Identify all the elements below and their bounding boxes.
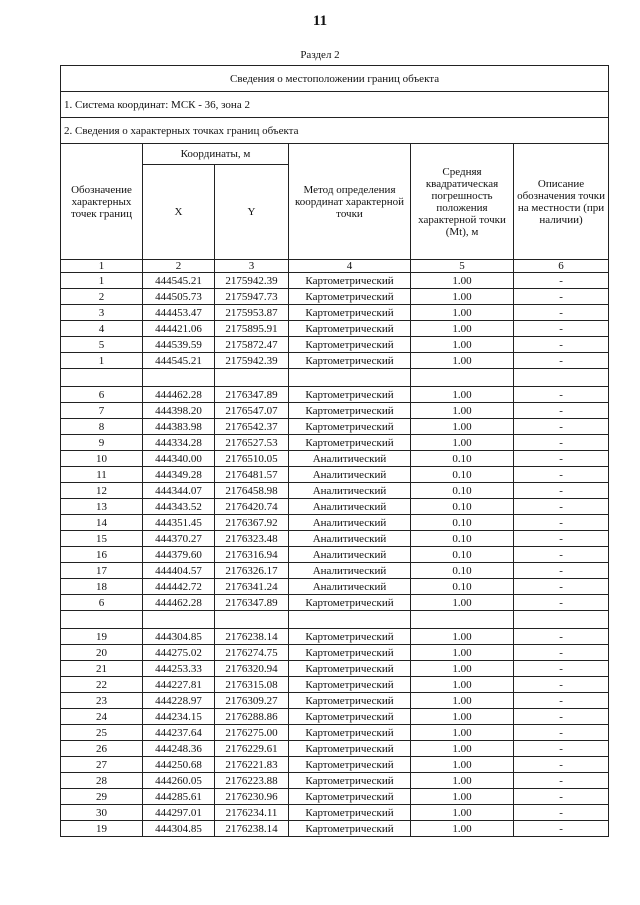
point-id: 3 [61,305,143,321]
description: - [514,515,609,531]
error-value: 1.00 [411,693,514,709]
description: - [514,629,609,645]
description: - [514,467,609,483]
coord-x: 444260.05 [143,773,215,789]
coord-y: 2176309.27 [215,693,289,709]
description: - [514,547,609,563]
point-id: 25 [61,725,143,741]
method: Картометрический [289,353,411,369]
error-value: 0.10 [411,579,514,595]
method: Картометрический [289,693,411,709]
column-number: 6 [514,260,609,273]
description: - [514,483,609,499]
coord-y: 2176347.89 [215,387,289,403]
table-row [61,353,609,369]
empty-cell [411,369,514,387]
method: Картометрический [289,773,411,789]
table-row [61,645,609,661]
empty-cell [215,611,289,629]
coord-x: 444275.02 [143,645,215,661]
table-row [61,531,609,547]
error-value: 1.00 [411,789,514,805]
header-y: Y [215,165,289,260]
header-point: Обозначение характерных точек границ [61,144,143,260]
header-method: Метод определения координат характерной точки [289,144,411,260]
coord-y: 2176238.14 [215,629,289,645]
error-value: 1.00 [411,289,514,305]
point-id: 2 [61,289,143,305]
coord-x: 444421.06 [143,321,215,337]
point-id: 19 [61,629,143,645]
error-value: 1.00 [411,773,514,789]
point-id: 21 [61,661,143,677]
error-value: 1.00 [411,337,514,353]
coord-x: 444228.97 [143,693,215,709]
table-row [61,435,609,451]
error-value: 1.00 [411,321,514,337]
method: Картометрический [289,741,411,757]
coord-x: 444398.20 [143,403,215,419]
boundary-table [60,65,609,837]
coord-y: 2176316.94 [215,547,289,563]
table-row [61,547,609,563]
error-value: 1.00 [411,353,514,369]
point-id: 1 [61,353,143,369]
point-id: 26 [61,741,143,757]
point-id: 16 [61,547,143,563]
point-id: 4 [61,321,143,337]
method: Картометрический [289,629,411,645]
table-row [61,579,609,595]
error-value: 1.00 [411,595,514,611]
coord-y: 2176221.83 [215,757,289,773]
coord-y: 2176458.98 [215,483,289,499]
error-value: 1.00 [411,435,514,451]
description: - [514,435,609,451]
table-row [61,321,609,337]
table-row [61,419,609,435]
description: - [514,419,609,435]
description: - [514,337,609,353]
table-row [61,289,609,305]
coord-x: 444297.01 [143,805,215,821]
table-row [61,789,609,805]
coord-x: 444349.28 [143,467,215,483]
coord-y: 2176275.00 [215,725,289,741]
table-row [61,305,609,321]
description: - [514,677,609,693]
header-coords: Координаты, м [143,144,289,165]
method: Картометрический [289,289,411,305]
coord-x: 444285.61 [143,789,215,805]
coord-x: 444248.36 [143,741,215,757]
coord-y: 2176315.08 [215,677,289,693]
method: Картометрический [289,387,411,403]
point-id: 27 [61,757,143,773]
description: - [514,595,609,611]
table-row [61,757,609,773]
table-row [61,629,609,645]
method: Аналитический [289,467,411,483]
coord-y: 2176229.61 [215,741,289,757]
method: Картометрический [289,757,411,773]
point-id: 1 [61,273,143,289]
header-x: X [143,165,215,260]
coord-x: 444253.33 [143,661,215,677]
point-id: 11 [61,467,143,483]
description: - [514,725,609,741]
method: Картометрический [289,337,411,353]
method: Картометрический [289,645,411,661]
empty-cell [143,611,215,629]
point-id: 18 [61,579,143,595]
coord-x: 444343.52 [143,499,215,515]
error-value: 1.00 [411,709,514,725]
point-id: 6 [61,387,143,403]
coord-x: 444545.21 [143,273,215,289]
coord-x: 444505.73 [143,289,215,305]
empty-cell [411,611,514,629]
empty-cell [61,369,143,387]
error-value: 0.10 [411,563,514,579]
error-value: 0.10 [411,467,514,483]
coord-x: 444344.07 [143,483,215,499]
coord-y: 2176234.11 [215,805,289,821]
description: - [514,773,609,789]
error-value: 1.00 [411,677,514,693]
coord-x: 444334.28 [143,435,215,451]
description: - [514,403,609,419]
description: - [514,451,609,467]
error-value: 1.00 [411,419,514,435]
description: - [514,387,609,403]
point-id: 10 [61,451,143,467]
description: - [514,645,609,661]
coord-x: 444304.85 [143,821,215,837]
table-row [61,725,609,741]
section-label: Раздел 2 [300,49,340,61]
separator-row [61,369,609,387]
point-id: 29 [61,789,143,805]
coord-x: 444304.85 [143,629,215,645]
error-value: 0.10 [411,547,514,563]
description: - [514,273,609,289]
error-value: 1.00 [411,629,514,645]
method: Аналитический [289,547,411,563]
table-row [61,563,609,579]
empty-cell [61,611,143,629]
coord-system: 1. Система координат: МСК - 36, зона 2 [61,92,609,118]
description: - [514,289,609,305]
header-desc: Описание обозначения точки на местности (при наличии) [514,144,609,260]
column-number: 3 [215,260,289,273]
method: Картометрический [289,435,411,451]
error-value: 0.10 [411,499,514,515]
column-number: 4 [289,260,411,273]
page-number: 11 [312,13,328,29]
point-id: 19 [61,821,143,837]
method: Аналитический [289,483,411,499]
coord-y: 2176547.07 [215,403,289,419]
description: - [514,305,609,321]
error-value: 1.00 [411,821,514,837]
point-id: 6 [61,595,143,611]
point-id: 15 [61,531,143,547]
method: Картометрический [289,709,411,725]
table-row [61,337,609,353]
empty-cell [514,611,609,629]
point-id: 24 [61,709,143,725]
coord-x: 444370.27 [143,531,215,547]
description: - [514,805,609,821]
method: Картометрический [289,273,411,289]
method: Картометрический [289,821,411,837]
method: Аналитический [289,515,411,531]
table-row [61,677,609,693]
coord-x: 444237.64 [143,725,215,741]
table-row [61,403,609,419]
description: - [514,741,609,757]
error-value: 0.10 [411,515,514,531]
point-id: 28 [61,773,143,789]
method: Аналитический [289,563,411,579]
column-number: 5 [411,260,514,273]
coord-y: 2175953.87 [215,305,289,321]
empty-cell [143,369,215,387]
point-id: 13 [61,499,143,515]
error-value: 1.00 [411,305,514,321]
coord-y: 2175942.39 [215,353,289,369]
coord-x: 444234.15 [143,709,215,725]
table-row [61,805,609,821]
coord-x: 444462.28 [143,387,215,403]
point-id: 23 [61,693,143,709]
error-value: 1.00 [411,757,514,773]
point-id: 5 [61,337,143,353]
column-number: 1 [61,260,143,273]
coord-y: 2176274.75 [215,645,289,661]
coord-x: 444539.59 [143,337,215,353]
error-value: 1.00 [411,741,514,757]
point-id: 20 [61,645,143,661]
coord-y: 2175947.73 [215,289,289,305]
coord-x: 444545.21 [143,353,215,369]
empty-cell [514,369,609,387]
coord-y: 2176326.17 [215,563,289,579]
coord-x: 444250.68 [143,757,215,773]
point-id: 30 [61,805,143,821]
table-row [61,773,609,789]
coord-x: 444442.72 [143,579,215,595]
table-row [61,467,609,483]
coord-x: 444404.57 [143,563,215,579]
description: - [514,821,609,837]
separator-row [61,611,609,629]
method: Картометрический [289,321,411,337]
error-value: 1.00 [411,273,514,289]
table-row [61,515,609,531]
coord-x: 444351.45 [143,515,215,531]
header-error: Средняя квадратическая погрешность положения характерной точки (Mt), м [411,144,514,260]
method: Картометрический [289,789,411,805]
description: - [514,709,609,725]
method: Картометрический [289,305,411,321]
coord-x: 444227.81 [143,677,215,693]
table-row [61,499,609,515]
table-row [61,273,609,289]
method: Картометрический [289,677,411,693]
point-id: 9 [61,435,143,451]
coord-y: 2176510.05 [215,451,289,467]
column-number: 2 [143,260,215,273]
method: Аналитический [289,531,411,547]
method: Картометрический [289,805,411,821]
table-row [61,709,609,725]
error-value: 1.00 [411,387,514,403]
point-id: 14 [61,515,143,531]
description: - [514,693,609,709]
table-row [61,387,609,403]
points-title: 2. Сведения о характерных точках границ объекта [61,118,609,144]
error-value: 1.00 [411,661,514,677]
description: - [514,353,609,369]
coord-y: 2176230.96 [215,789,289,805]
error-value: 0.10 [411,451,514,467]
method: Картометрический [289,595,411,611]
coord-y: 2176420.74 [215,499,289,515]
table-row [61,821,609,837]
description: - [514,499,609,515]
empty-cell [289,369,411,387]
error-value: 0.10 [411,483,514,499]
coord-y: 2176542.37 [215,419,289,435]
table-row [61,741,609,757]
table-row [61,595,609,611]
description: - [514,531,609,547]
coord-y: 2176323.48 [215,531,289,547]
coord-x: 444453.47 [143,305,215,321]
empty-cell [215,369,289,387]
empty-cell [289,611,411,629]
coord-y: 2175942.39 [215,273,289,289]
description: - [514,757,609,773]
method: Аналитический [289,499,411,515]
method: Картометрический [289,419,411,435]
description: - [514,661,609,677]
method: Аналитический [289,579,411,595]
coord-y: 2176481.57 [215,467,289,483]
error-value: 1.00 [411,725,514,741]
error-value: 1.00 [411,403,514,419]
coord-y: 2176288.86 [215,709,289,725]
table-row [61,693,609,709]
point-id: 17 [61,563,143,579]
coord-x: 444383.98 [143,419,215,435]
coord-x: 444379.60 [143,547,215,563]
table-row [61,451,609,467]
description: - [514,579,609,595]
error-value: 0.10 [411,531,514,547]
table-row [61,483,609,499]
error-value: 1.00 [411,645,514,661]
method: Картометрический [289,661,411,677]
table-title: Сведения о местоположении границ объекта [61,66,609,92]
coord-y: 2176527.53 [215,435,289,451]
method: Аналитический [289,451,411,467]
coord-x: 444462.28 [143,595,215,611]
coord-y: 2176367.92 [215,515,289,531]
error-value: 1.00 [411,805,514,821]
coord-y: 2175895.91 [215,321,289,337]
method: Картометрический [289,725,411,741]
description: - [514,789,609,805]
description: - [514,563,609,579]
point-id: 12 [61,483,143,499]
coord-y: 2176223.88 [215,773,289,789]
coord-y: 2176347.89 [215,595,289,611]
coord-y: 2175872.47 [215,337,289,353]
point-id: 8 [61,419,143,435]
coord-y: 2176341.24 [215,579,289,595]
point-id: 7 [61,403,143,419]
coord-y: 2176238.14 [215,821,289,837]
coord-y: 2176320.94 [215,661,289,677]
method: Картометрический [289,403,411,419]
description: - [514,321,609,337]
point-id: 22 [61,677,143,693]
table-row [61,661,609,677]
coord-x: 444340.00 [143,451,215,467]
